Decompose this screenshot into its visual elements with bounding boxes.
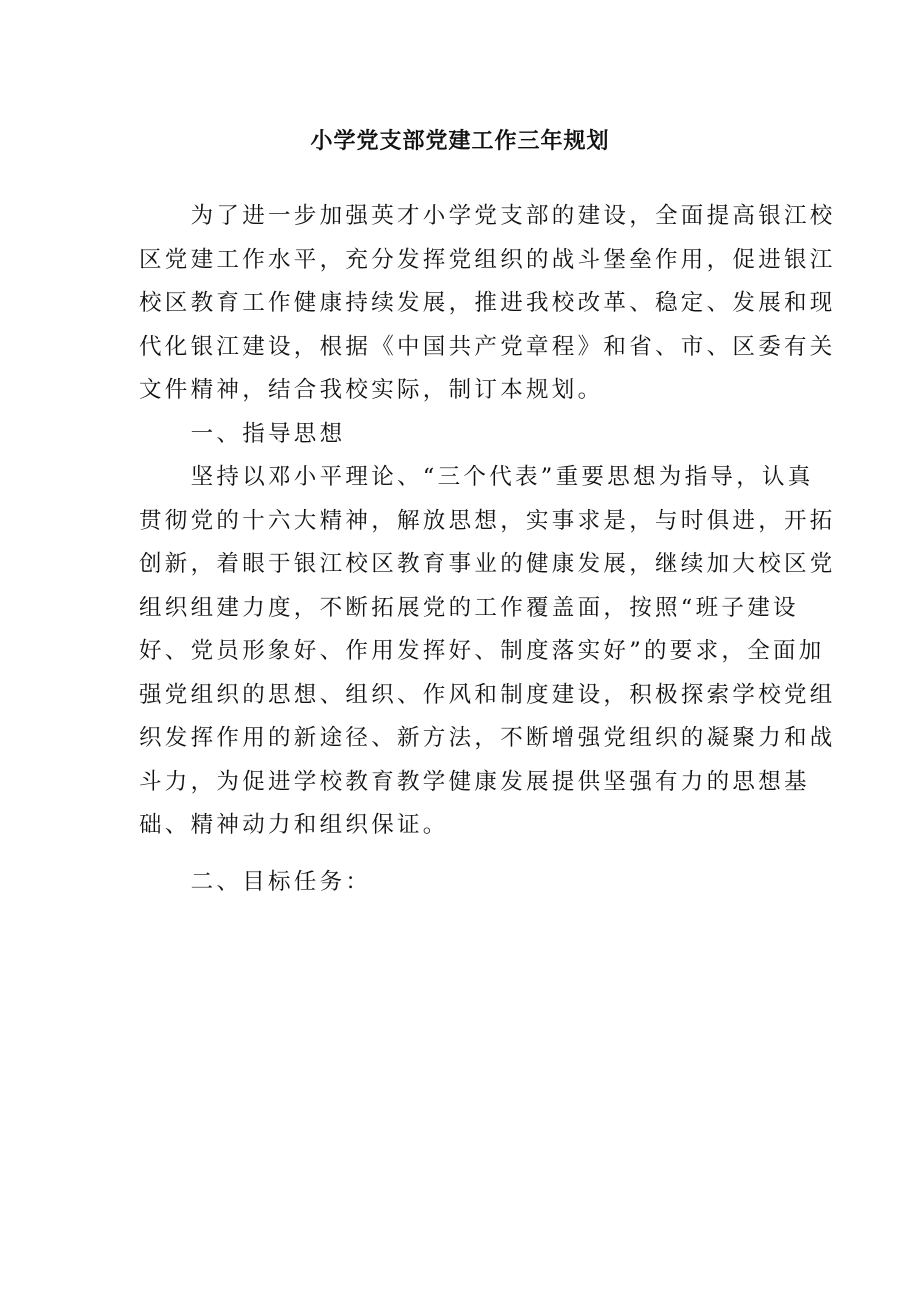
text-line: 织发挥作用的新途径、新方法，不断增强党组织的凝聚力和战 (139, 725, 836, 751)
text-line: 为了进一步加强英才小学党支部的建设，全面提高银江校 (139, 203, 836, 229)
text-line: 础、精神动力和组织保证。 (139, 812, 449, 838)
paragraph-spacer (139, 848, 765, 861)
text-line: 斗力，为促进学校教育教学健康发展提供坚强有力的思想基 (139, 768, 810, 795)
section-heading-goals-tasks: 二、目标任务： (139, 868, 372, 895)
text-line: 创新，着眼于银江校区教育事业的健康发展，继续加大校区党 (139, 551, 836, 577)
text-line: 坚持以邓小平理论、“三个代表”重要思想为指导，认真 (139, 464, 814, 490)
text-line: 区党建工作水平，充分发挥党组织的战斗堡垒作用，促进银江 (139, 246, 836, 273)
text-line: 贯彻党的十六大精神，解放思想，实事求是，与时俱进，开拓 (139, 507, 836, 534)
text-line: 强党组织的思想、组织、作风和制度建设，积极探索学校党组 (139, 681, 836, 708)
text-line: 校区教育工作健康持续发展，推进我校改革、稳定、发展和现 (139, 290, 836, 316)
document-title: 小学党支部党建工作三年规划 (310, 129, 610, 154)
guiding-ideology-paragraph (139, 456, 836, 848)
text-line: 好、党员形象好、作用发挥好、制度落实好”的要求，全面加 (139, 638, 825, 664)
section-heading-guiding-ideology: 一、指导思想 (139, 420, 346, 447)
text-line: 代化银江建设，根据《中国共产党章程》和省、市、区委有关 (139, 333, 836, 360)
text-line: 文件精神，结合我校实际，制订本规划。 (139, 377, 604, 403)
intro-paragraph (139, 195, 836, 413)
text-line: 组织组建力度，不断拓展党的工作覆盖面，按照“班子建设 (139, 594, 799, 621)
document-body (139, 195, 836, 904)
